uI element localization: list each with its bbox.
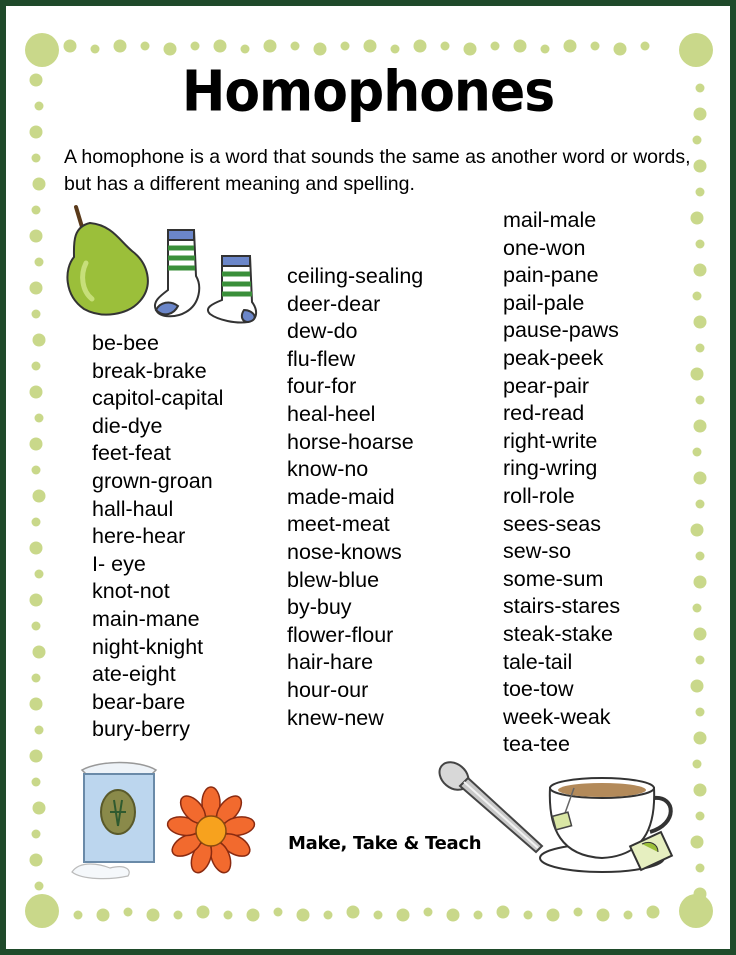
border-dot bbox=[693, 292, 702, 301]
homophone-pair: mail-male bbox=[503, 208, 597, 232]
border-dot bbox=[696, 864, 705, 873]
border-dot bbox=[464, 43, 477, 56]
border-dot bbox=[691, 212, 704, 225]
homophone-pair: meet-meat bbox=[287, 512, 390, 537]
word-column-2 bbox=[287, 263, 423, 732]
pear-icon bbox=[62, 205, 152, 317]
homophone-pair: tea-tee bbox=[503, 732, 570, 757]
border-dot bbox=[147, 909, 160, 922]
border-dot bbox=[141, 42, 150, 51]
border-dot bbox=[696, 812, 705, 821]
border-dot bbox=[30, 386, 43, 399]
border-dot bbox=[32, 206, 41, 215]
border-dot bbox=[397, 909, 410, 922]
border-dot bbox=[30, 854, 43, 867]
homophone-pair: by-buy bbox=[287, 595, 352, 620]
border-dot bbox=[691, 680, 704, 693]
homophone-pair: toe-tow bbox=[503, 677, 574, 702]
homophone-pair: capitol-capital bbox=[92, 386, 224, 411]
border-dot bbox=[491, 42, 500, 51]
homophone-pair: red-read bbox=[503, 401, 585, 426]
border-dot bbox=[30, 594, 43, 607]
homophone-pair: know-no bbox=[287, 457, 369, 482]
border-dot bbox=[347, 906, 360, 919]
homophone-pair: hall-haul bbox=[92, 496, 174, 521]
homophone-pair: hair-hare bbox=[287, 650, 374, 675]
homophone-pair: feet-feat bbox=[92, 441, 171, 466]
homophone-pair: pause-paws bbox=[503, 318, 619, 343]
border-dot bbox=[547, 909, 560, 922]
border-dot bbox=[97, 909, 110, 922]
border-dot bbox=[33, 178, 46, 191]
homophone-pair: sees-seas bbox=[503, 511, 601, 536]
border-dot bbox=[374, 911, 383, 920]
border-dot bbox=[591, 42, 600, 51]
intro-text: A homophone is a word that sounds the same as another word or words, but has a different meaning and spelling. bbox=[64, 146, 691, 195]
homophone-pair: flu-flew bbox=[287, 346, 356, 371]
border-dot bbox=[30, 126, 43, 139]
word-column-1 bbox=[92, 330, 223, 744]
homophone-pair: horse-hoarse bbox=[287, 429, 414, 454]
border-dot bbox=[274, 908, 283, 917]
border-dot bbox=[297, 909, 310, 922]
flower-icon bbox=[166, 786, 256, 876]
border-dot bbox=[693, 604, 702, 613]
border-dot bbox=[564, 40, 577, 53]
border-dot bbox=[32, 310, 41, 319]
border-dot bbox=[32, 466, 41, 475]
homophone-pair: main-mane bbox=[92, 606, 200, 631]
border-dot bbox=[694, 732, 707, 745]
border-dot bbox=[35, 726, 44, 735]
border-dot bbox=[624, 911, 633, 920]
border-dot bbox=[30, 542, 43, 555]
homophone-pair: pain-pane bbox=[503, 263, 599, 288]
homophone-pair: dew-do bbox=[287, 319, 358, 344]
border-dot bbox=[694, 784, 707, 797]
homophone-pair: ate-eight bbox=[92, 662, 176, 687]
border-dot bbox=[25, 894, 59, 928]
homophone-pair: steak-stake bbox=[503, 621, 613, 646]
border-dot bbox=[414, 40, 427, 53]
homophone-pair: blew-blue bbox=[287, 567, 380, 592]
tea-cup-icon bbox=[538, 770, 688, 890]
homophone-pair: knew-new bbox=[287, 705, 384, 730]
border-dot bbox=[693, 448, 702, 457]
homophone-pair: die-dye bbox=[92, 413, 163, 438]
border-dot bbox=[35, 570, 44, 579]
border-dot bbox=[114, 40, 127, 53]
homophone-pair: pear-pair bbox=[503, 373, 590, 398]
border-dot bbox=[197, 906, 210, 919]
homophone-pair: sew-so bbox=[503, 539, 572, 564]
border-dot bbox=[691, 368, 704, 381]
border-dot bbox=[64, 40, 77, 53]
border-dot bbox=[696, 656, 705, 665]
homophone-pair: hour-our bbox=[287, 677, 369, 702]
border-dot bbox=[32, 154, 41, 163]
border-dot bbox=[694, 628, 707, 641]
border-dot bbox=[694, 576, 707, 589]
border-dot bbox=[696, 552, 705, 561]
border-dot bbox=[696, 344, 705, 353]
border-dot bbox=[32, 622, 41, 631]
border-dot bbox=[32, 674, 41, 683]
border-dot bbox=[35, 414, 44, 423]
border-dot bbox=[324, 911, 333, 920]
border-dot bbox=[441, 42, 450, 51]
border-dot bbox=[693, 760, 702, 769]
homophone-pair: stairs-stares bbox=[503, 594, 621, 619]
border-dot bbox=[264, 40, 277, 53]
homophone-pair: deer-dear bbox=[287, 291, 381, 316]
border-dot bbox=[74, 911, 83, 920]
border-dot bbox=[614, 43, 627, 56]
border-dot bbox=[524, 911, 533, 920]
border-dot bbox=[214, 40, 227, 53]
border-dot bbox=[32, 518, 41, 527]
border-dot bbox=[30, 698, 43, 711]
homophone-pair: nose-knows bbox=[287, 539, 402, 564]
border-dot bbox=[33, 490, 46, 503]
border-dot bbox=[696, 708, 705, 717]
border-dot bbox=[691, 836, 704, 849]
border-dot bbox=[647, 906, 660, 919]
border-dot bbox=[32, 362, 41, 371]
homophone-pair: bear-bare bbox=[92, 689, 186, 714]
border-dot bbox=[32, 778, 41, 787]
border-dot bbox=[641, 42, 650, 51]
border-dot bbox=[574, 908, 583, 917]
border-dot bbox=[164, 43, 177, 56]
homophone-pair: tale-tail bbox=[503, 649, 573, 674]
homophone-pair: bury-berry bbox=[92, 717, 190, 742]
border-dot bbox=[696, 500, 705, 509]
border-dot bbox=[694, 420, 707, 433]
border-dot bbox=[694, 472, 707, 485]
border-dot bbox=[291, 42, 300, 51]
homophone-pair: right-write bbox=[503, 428, 598, 453]
homophone-pair: peak-peek bbox=[503, 345, 604, 370]
border-dot bbox=[33, 646, 46, 659]
border-dot bbox=[474, 911, 483, 920]
homophone-pair: heal-heel bbox=[287, 401, 376, 426]
homophone-pair: one-won bbox=[503, 235, 586, 260]
brand-label: Make, Take & Teach bbox=[288, 833, 482, 854]
homophone-pair: flower-flour bbox=[287, 622, 394, 647]
border-dot bbox=[35, 882, 44, 891]
border-dot bbox=[447, 909, 460, 922]
border-dot bbox=[30, 750, 43, 763]
homophone-pair: week-weak bbox=[503, 704, 611, 729]
border-dot bbox=[30, 230, 43, 243]
border-dot bbox=[241, 45, 250, 54]
border-dot bbox=[191, 42, 200, 51]
word-column-3 bbox=[503, 207, 620, 759]
homophone-pair: four-for bbox=[287, 374, 357, 399]
border-dot bbox=[514, 40, 527, 53]
homophone-pair: break-brake bbox=[92, 358, 207, 383]
homophone-pair: ceiling-sealing bbox=[287, 264, 424, 288]
border-dot bbox=[694, 316, 707, 329]
border-dot bbox=[696, 240, 705, 249]
border-dot bbox=[696, 396, 705, 405]
border-dot bbox=[124, 908, 133, 917]
homophone-pair: some-sum bbox=[503, 566, 604, 591]
border-dot bbox=[341, 42, 350, 51]
homophone-pair: I- eye bbox=[92, 551, 146, 576]
border-dot bbox=[32, 830, 41, 839]
border-dot bbox=[91, 45, 100, 54]
border-dot bbox=[691, 524, 704, 537]
homophone-pair: knot-not bbox=[92, 579, 170, 604]
homophone-pair: here-hear bbox=[92, 524, 186, 549]
homophone-pair: ring-wring bbox=[503, 456, 598, 481]
socks-icon bbox=[152, 228, 270, 323]
homophone-pair: night-knight bbox=[92, 634, 204, 659]
border-dot bbox=[364, 40, 377, 53]
homophone-pair: grown-groan bbox=[92, 468, 213, 493]
border-dot bbox=[694, 264, 707, 277]
border-dot bbox=[247, 909, 260, 922]
border-dot bbox=[35, 258, 44, 267]
border-dot bbox=[314, 43, 327, 56]
flour-bag-icon bbox=[70, 760, 166, 880]
border-dot bbox=[424, 908, 433, 917]
border-dot bbox=[33, 334, 46, 347]
border-dot bbox=[497, 906, 510, 919]
page-title: Homophones bbox=[181, 59, 555, 125]
border-dot bbox=[541, 45, 550, 54]
border-dot bbox=[391, 45, 400, 54]
border-dot bbox=[30, 282, 43, 295]
border-dot bbox=[597, 909, 610, 922]
border-dot bbox=[30, 438, 43, 451]
homophone-pair: pail-pale bbox=[503, 290, 585, 315]
homophone-pair: roll-role bbox=[503, 483, 575, 508]
border-dot bbox=[694, 888, 707, 901]
nail-icon bbox=[438, 758, 548, 858]
border-dot bbox=[174, 911, 183, 920]
border-dot bbox=[33, 802, 46, 815]
border-dot bbox=[224, 911, 233, 920]
homophone-pair: made-maid bbox=[287, 484, 395, 509]
homophone-pair: be-bee bbox=[92, 331, 159, 355]
